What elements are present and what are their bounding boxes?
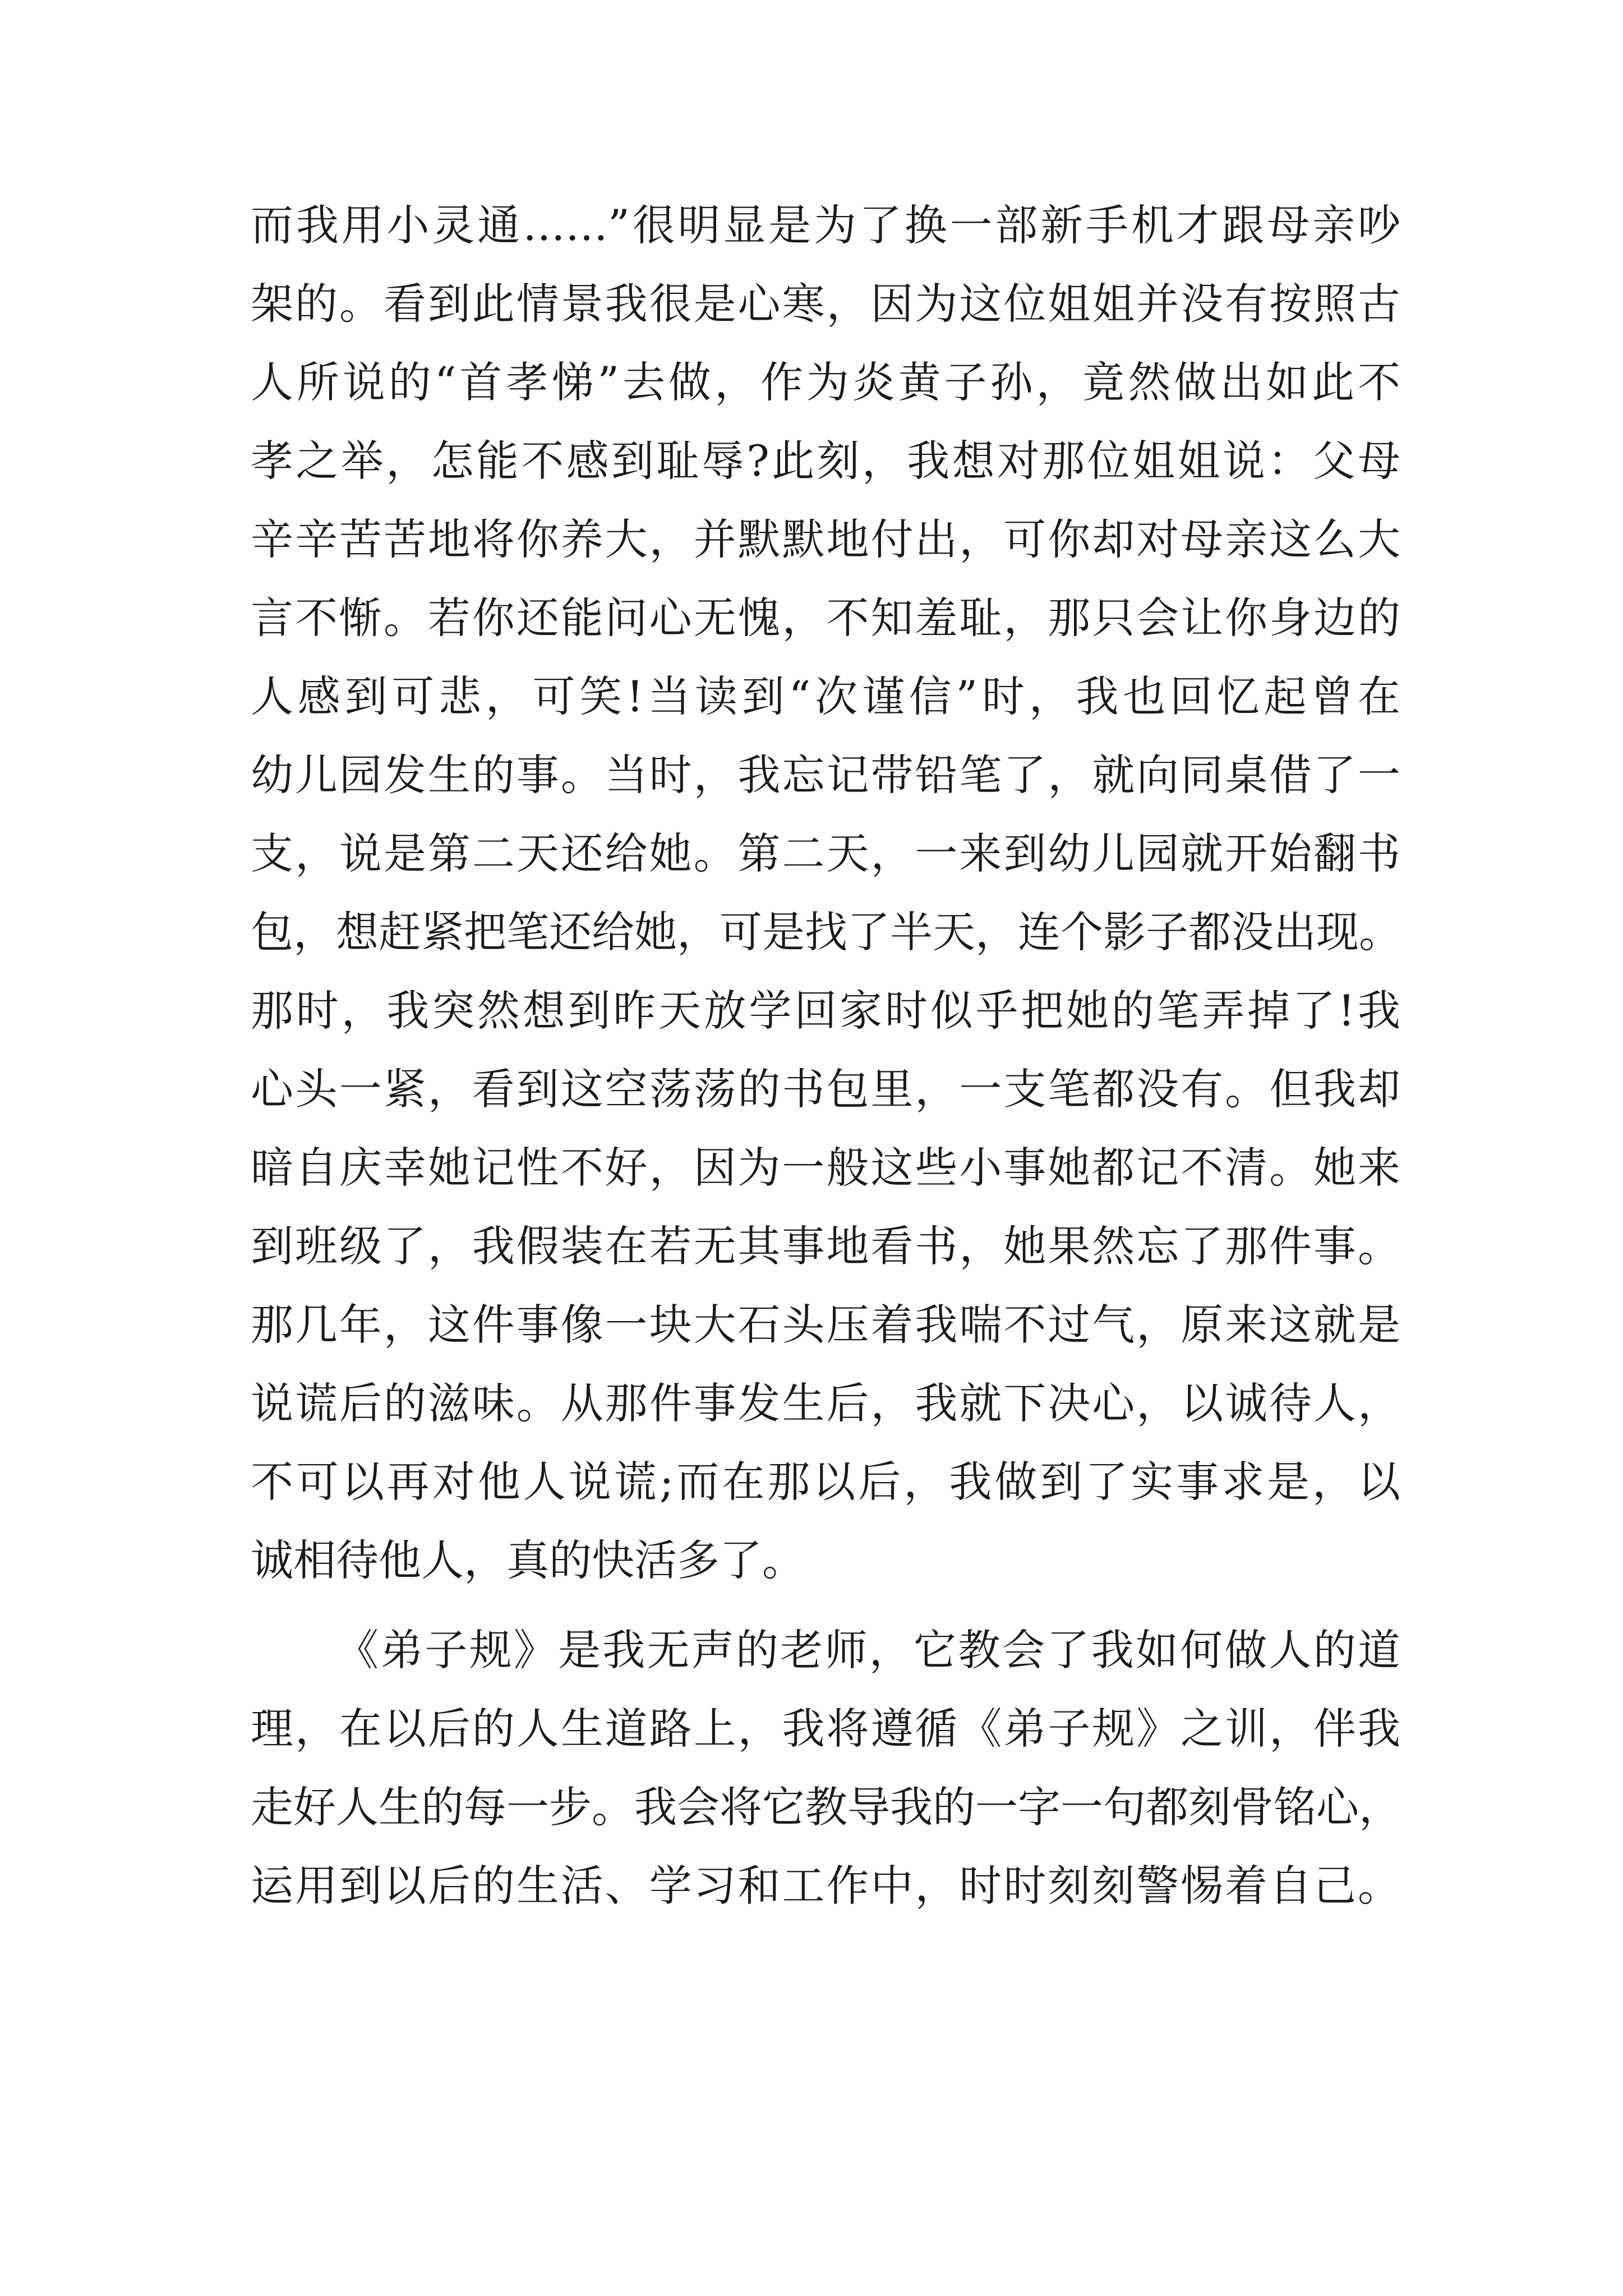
text-line: 暗自庆幸她记性不好，因为一般这些小事她都记不清。她来 [251,1143,1400,1193]
text-line: 包，想赶紧把笔还给她，可是找了半天，连个影子都没出现。 [251,907,1401,957]
text-line: 架的。看到此情景我很是心寒，因为这位姐姐并没有按照古 [251,279,1400,329]
text-line: 支，说是第二天还给她。第二天，一来到幼儿园就开始翻书 [251,829,1400,878]
paragraph-1 [251,201,1400,1585]
text-line: 不可以再对他人说谎;而在那以后，我做到了实事求是，以 [251,1457,1400,1507]
text-line: 理，在以后的人生道路上，我将遵循《弟子规》之训，伴我 [251,1704,1400,1754]
text-line: 那几年，这件事像一块大石头压着我喘不过气，原来这就是 [251,1300,1400,1350]
text-line: 说谎后的滋味。从那件事发生后，我就下决心，以诚待人， [251,1378,1400,1428]
paragraph-spacer [251,1614,1400,1626]
text-line: 心头一紧，看到这空荡荡的书包里，一支笔都没有。但我却 [251,1064,1400,1114]
text-line: 孝之举，怎能不感到耻辱?此刻，我想对那位姐姐说：父母 [251,436,1400,486]
text-line: 运用到以后的生活、学习和工作中，时时刻刻警惕着自己。 [251,1861,1400,1911]
text-line: 而我用小灵通……”很明显是为了换一部新手机才跟母亲吵 [251,200,1400,250]
text-line: 那时，我突然想到昨天放学回家时似乎把她的笔弄掉了!我 [251,986,1400,1036]
text-line: 辛辛苦苦地将你养大，并默默地付出，可你却对母亲这么大 [251,514,1400,564]
text-line: 《弟子规》是我无声的老师，它教会了我如何做人的道 [336,1625,1400,1675]
text-line: 走好人生的每一步。我会将它教导我的一字一句都刻骨铭心， [251,1782,1401,1832]
text-line: 人感到可悲，可笑!当读到“次谨信”时，我也回忆起曾在 [251,671,1400,721]
paragraph-2 [251,1626,1400,1910]
text-line: 幼儿园发生的事。当时，我忘记带铅笔了，就向同桌借了一 [251,750,1400,800]
text-line: 言不惭。若你还能问心无愧，不知羞耻，那只会让你身边的 [251,593,1400,643]
text-line: 到班级了，我假装在若无其事地看书，她果然忘了那件事。 [251,1221,1400,1271]
text-line: 诚相待他人，真的快活多了。 [251,1535,805,1585]
body-text [251,201,1400,1940]
text-line: 人所说的“首孝悌”去做，作为炎黄子孙，竟然做出如此不 [251,357,1400,407]
